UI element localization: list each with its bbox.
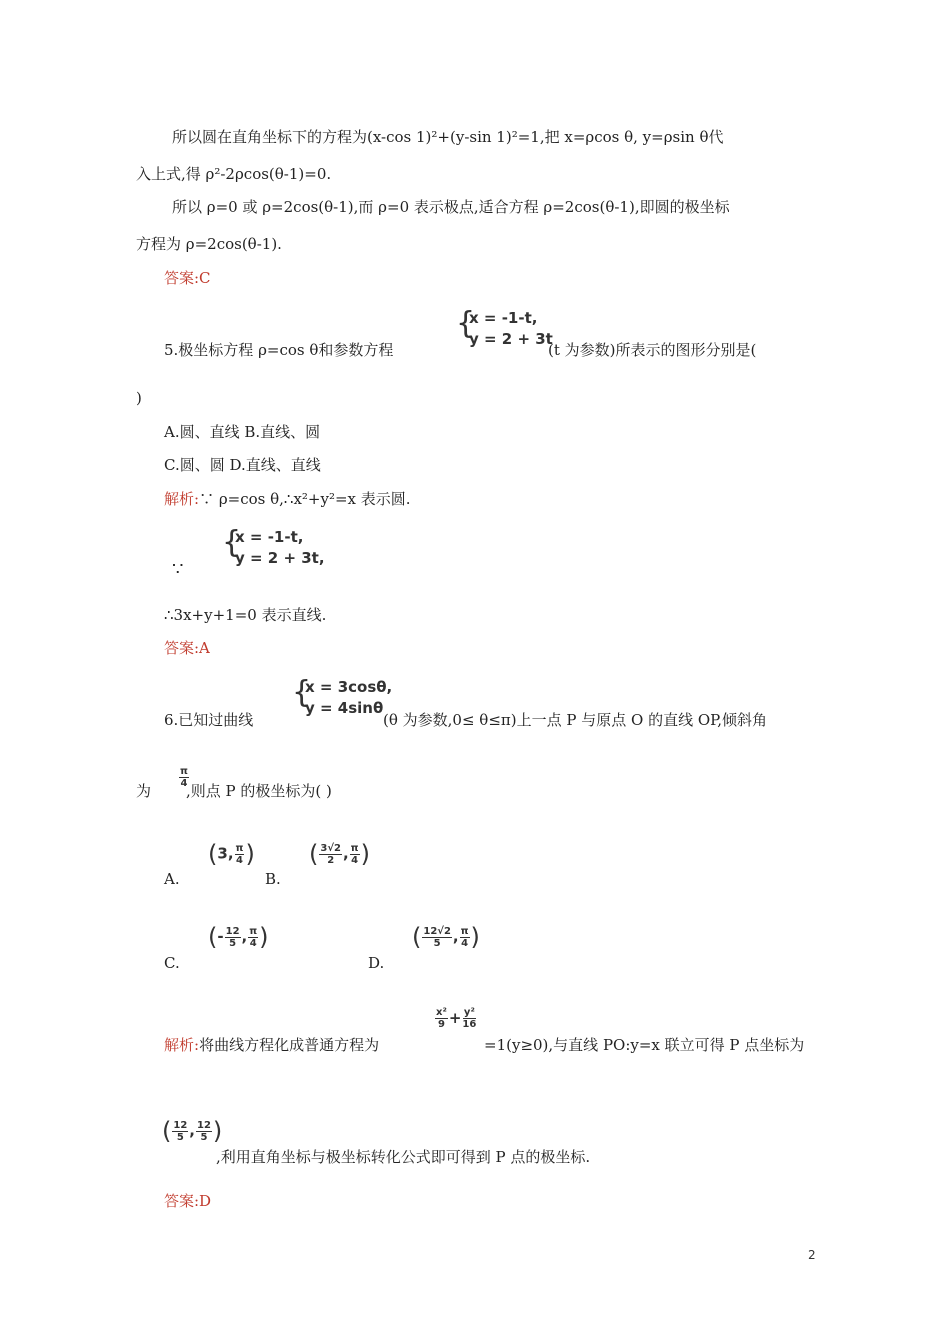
eq-y-squared: y² xyxy=(463,1007,475,1018)
pt-y-denominator: 5 xyxy=(200,1131,208,1143)
minus-sign: - xyxy=(217,927,224,946)
option-c-denominator: 5 xyxy=(229,937,237,949)
left-brace: { xyxy=(456,306,476,341)
four-denominator: 4 xyxy=(351,854,359,866)
ellipse-equation xyxy=(434,1007,477,1030)
q5-stem-end: ) xyxy=(136,389,142,407)
q6-stem-right: (θ 为参数,0≤ θ≤π)上一点 P 与原点 O 的直线 OP,倾斜角 xyxy=(383,711,767,729)
pt-x-numerator: 12 xyxy=(173,1119,188,1131)
q6-stem-left: 6.已知过曲线 xyxy=(164,711,254,729)
q6-analysis-line2: ,利用直角坐标与极坐标转化公式即可得到 P 点的极坐标. xyxy=(216,1148,591,1166)
q5-analysis-system xyxy=(222,527,332,571)
option-b-denominator: 2 xyxy=(327,854,335,866)
q6-option-a-coords: (3, $\frac{\pi}{4}$ ) xyxy=(208,840,255,868)
q6-stem2-left: 为 xyxy=(136,782,152,800)
analysis-label: 解析: xyxy=(164,490,200,508)
angle-denominator: 4 xyxy=(180,778,188,789)
q5-stem-left: 5.极坐标方程 ρ=cos θ和参数方程 xyxy=(164,341,394,359)
eq-sixteen: 16 xyxy=(462,1019,477,1030)
q6-stem2-right: ,则点 P 的极坐标为( ) xyxy=(186,782,332,800)
q6-option-c-label: C. xyxy=(164,954,180,972)
four-denominator: 4 xyxy=(461,937,469,949)
pt-x-denominator: 5 xyxy=(176,1131,184,1143)
q5-stem-right: (t 为参数)所表示的图形分别是( xyxy=(548,341,757,359)
q6-analysis-text1: 将曲线方程化成普通方程为 xyxy=(199,1036,380,1054)
because-symbol: ∵ xyxy=(172,559,184,580)
q6-system-row2: y = 4sinθ xyxy=(305,699,384,717)
pi-numerator: π xyxy=(235,842,244,854)
q6-option-d-coords: ( $\frac{12√2}{5}$ , $\frac{\pi}{4}$ ) xyxy=(412,923,480,951)
answer-4: 答案:C xyxy=(164,269,211,287)
pi-numerator: π xyxy=(460,925,469,937)
page-number: 2 xyxy=(808,1248,816,1262)
point-p-coords: ( $\frac{12}{5}$ , $\frac{12}{5}$ ) xyxy=(162,1117,223,1145)
q6-system-row1: x = 3cosθ, xyxy=(305,678,393,696)
q5-system-row2: y = 2 + 3t xyxy=(469,330,553,348)
q5-parametric-system xyxy=(456,308,556,352)
option-c-numerator: 12 xyxy=(225,925,240,937)
solution4-line4: 方程为 ρ=2cos(θ-1). xyxy=(136,235,282,253)
eq-x-squared: x² xyxy=(436,1007,447,1018)
pt-y-numerator: 12 xyxy=(197,1119,211,1131)
solution4-line1: 所以圆在直角坐标下的方程为(x-cos 1)²+(y-sin 1)²=1,把 x=ρcos θ, y=ρsin θ代 xyxy=(172,128,724,146)
angle-numerator: π xyxy=(180,766,188,777)
q5-analysis-system-row2: y = 2 + 3t, xyxy=(235,549,325,567)
q6-analysis-line1-right: =1(y≥0),与直线 PO:y=x 联立可得 P 点坐标为 xyxy=(484,1036,805,1054)
left-brace: { xyxy=(222,525,242,560)
q6-option-d-label: D. xyxy=(368,954,385,972)
option-b-numerator: 3√2 xyxy=(320,842,341,854)
q6-option-c-coords: (- $\frac{12}{5}$ , $\frac{\pi}{4}$ ) xyxy=(208,923,269,951)
solution4-line3: 所以 ρ=0 或 ρ=2cos(θ-1),而 ρ=0 表示极点,适合方程 ρ=2cos(θ-1),即圆的极坐标 xyxy=(172,198,730,216)
four-denominator: 4 xyxy=(249,937,257,949)
option-d-numerator: 12√2 xyxy=(423,925,451,937)
answer-6: 答案:D xyxy=(164,1192,212,1210)
q6-option-b-coords: ( $\frac{3√2}{2}$ , $\frac{\pi}{4}$ ) xyxy=(309,840,370,868)
q5-options-cd: C.圆、圆 D.直线、直线 xyxy=(164,456,321,474)
q5-analysis-system-row1: x = -1-t, xyxy=(235,528,304,546)
q5-system-row1: x = -1-t, xyxy=(469,309,538,327)
option-a-r: 3 xyxy=(217,844,228,863)
pi-numerator: π xyxy=(350,842,359,854)
answer-5: 答案:A xyxy=(164,639,210,657)
q5-options-ab: A.圆、直线 B.直线、圆 xyxy=(164,423,321,441)
plus-sign: + xyxy=(448,1009,462,1027)
left-brace: { xyxy=(292,675,312,710)
eq-nine: 9 xyxy=(437,1019,445,1030)
q5-analysis-line2: ∴3x+y+1=0 表示直线. xyxy=(164,606,327,624)
pi-numerator: π xyxy=(249,925,258,937)
analysis-label: 解析: xyxy=(164,1036,200,1054)
four-denominator: 4 xyxy=(235,854,243,866)
option-d-denominator: 5 xyxy=(433,937,441,949)
q6-option-b-label: B. xyxy=(265,870,281,888)
q5-analysis-line1 xyxy=(164,489,411,509)
q6-option-a-label: A. xyxy=(164,870,180,888)
solution4-line2: 入上式,得 ρ²-2ρcos(θ-1)=0. xyxy=(136,165,332,183)
q5-analysis-text1: ∵ ρ=cos θ,∴x²+y²=x 表示圆. xyxy=(199,490,411,508)
q6-analysis-line1 xyxy=(164,1035,379,1055)
